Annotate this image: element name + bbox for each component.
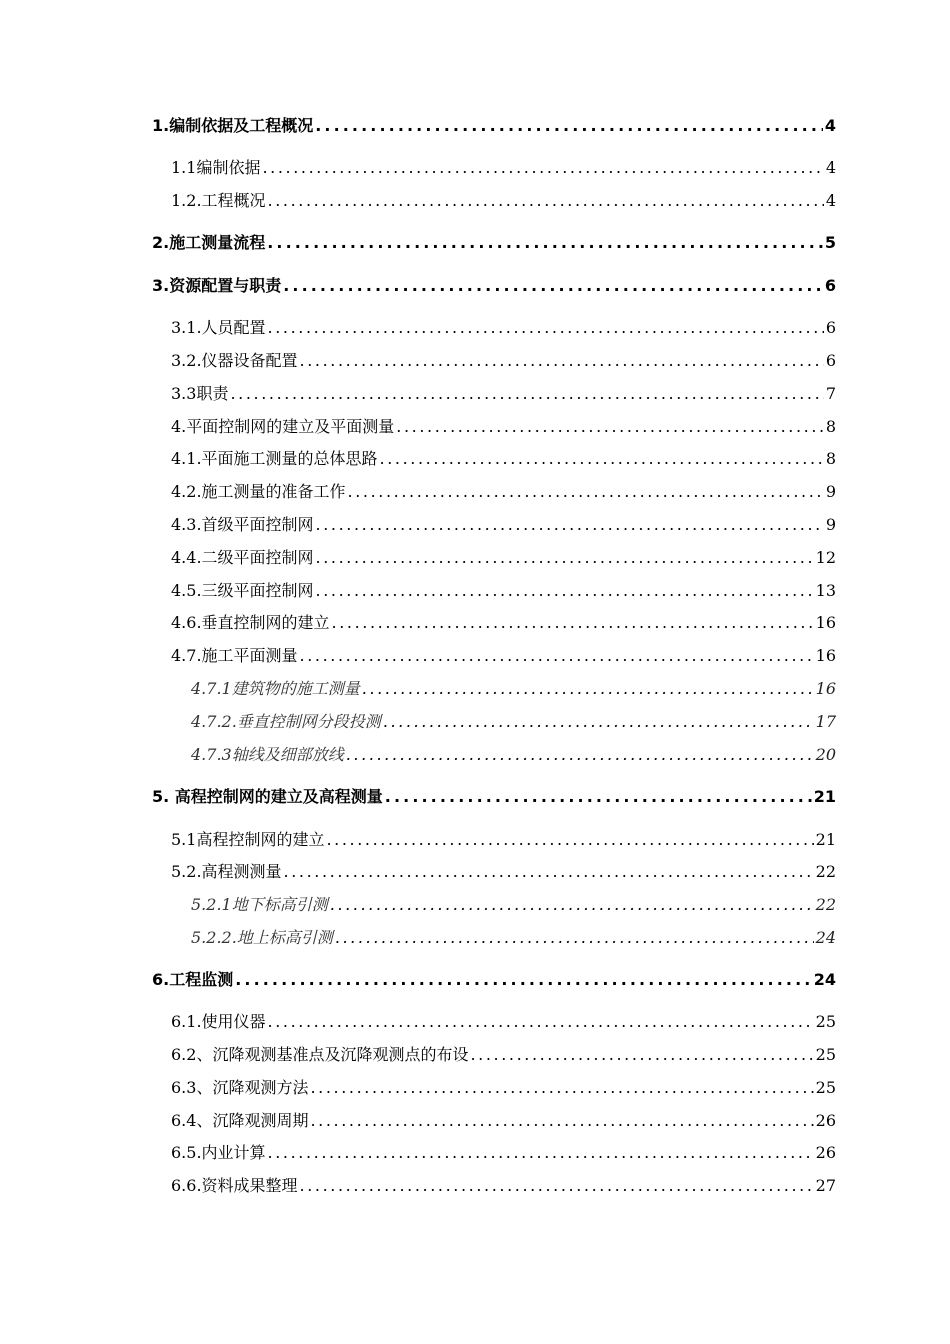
toc-leader-dots xyxy=(380,447,824,471)
toc-entry-label: 4.7.1建筑物的施工测量 xyxy=(191,679,360,698)
toc-entry[interactable] xyxy=(152,968,836,992)
toc-entry-label: 6.3、沉降观测方法 xyxy=(171,1078,309,1097)
toc-entry[interactable] xyxy=(171,1010,836,1034)
toc-entry-page: 6 xyxy=(825,351,836,370)
toc-entry[interactable] xyxy=(171,156,836,180)
toc-entry[interactable] xyxy=(152,274,836,298)
toc-entry[interactable] xyxy=(171,1076,836,1100)
toc-leader-dots xyxy=(326,828,813,852)
toc-entry-page: 22 xyxy=(815,862,836,881)
toc-leader-dots xyxy=(267,231,823,255)
toc-entry-label: 4.2.施工测量的准备工作 xyxy=(171,482,346,501)
toc-entry-label: 5.2.1地下标高引测 xyxy=(191,895,328,914)
toc-entry-page: 21 xyxy=(813,787,836,806)
toc-entry-label: 4.7.3轴线及细部放线 xyxy=(191,745,344,764)
toc-entry[interactable] xyxy=(171,1141,836,1165)
toc-entry-label: 4.4.二级平面控制网 xyxy=(171,548,314,567)
toc-entry-page: 26 xyxy=(815,1143,836,1162)
toc-entry[interactable] xyxy=(191,926,836,950)
toc-entry[interactable] xyxy=(171,382,836,406)
toc-entry-label: 3.1.人员配置 xyxy=(171,318,266,337)
toc-leader-dots xyxy=(316,513,824,537)
toc-entry-page: 17 xyxy=(815,712,836,731)
toc-entry-label: 6.4、沉降观测周期 xyxy=(171,1111,309,1130)
toc-entry-label: 4.6.垂直控制网的建立 xyxy=(171,613,330,632)
toc-entry-page: 9 xyxy=(825,515,836,534)
toc-entry[interactable] xyxy=(171,1174,836,1198)
toc-entry-label: 3.资源配置与职责 xyxy=(152,276,282,295)
toc-leader-dots xyxy=(268,189,824,213)
toc-entry[interactable] xyxy=(152,114,836,138)
toc-entry[interactable] xyxy=(171,1043,836,1067)
toc-entry[interactable] xyxy=(171,480,836,504)
toc-leader-dots xyxy=(346,743,814,767)
toc-entry[interactable] xyxy=(171,1109,836,1133)
toc-entry[interactable] xyxy=(171,316,836,340)
toc-leader-dots xyxy=(362,677,814,701)
toc-entry-label: 5. 高程控制网的建立及高程测量 xyxy=(152,787,383,806)
toc-entry-page: 21 xyxy=(815,830,836,849)
toc-entry-label: 4.3.首级平面控制网 xyxy=(171,515,314,534)
toc-entry-label: 4.7.施工平面测量 xyxy=(171,646,298,665)
toc-entry-page: 8 xyxy=(825,417,836,436)
toc-entry-label: 6.5.内业计算 xyxy=(171,1143,266,1162)
toc-entry-page: 7 xyxy=(825,384,836,403)
toc-entry-page: 6 xyxy=(825,318,836,337)
toc-entry-page: 24 xyxy=(815,928,836,947)
toc-entry-label: 4.7.2.垂直控制网分段投测 xyxy=(191,712,381,731)
toc-entry[interactable] xyxy=(171,513,836,537)
toc-leader-dots xyxy=(310,1109,813,1133)
toc-entry[interactable] xyxy=(171,546,836,570)
toc-entry-page: 4 xyxy=(825,158,836,177)
toc-leader-dots xyxy=(315,114,823,138)
toc-entry[interactable] xyxy=(171,611,836,635)
toc-leader-dots xyxy=(230,382,823,406)
toc-entry[interactable] xyxy=(171,447,836,471)
toc-entry-page: 25 xyxy=(815,1078,836,1097)
toc-entry[interactable] xyxy=(171,579,836,603)
toc-entry-label: 6.工程监测 xyxy=(152,970,234,989)
toc-leader-dots xyxy=(470,1043,813,1067)
toc-entry-page: 12 xyxy=(815,548,836,567)
toc-entry-page: 20 xyxy=(815,745,836,764)
toc-entry-page: 22 xyxy=(815,895,836,914)
toc-entry-page: 5 xyxy=(824,233,836,252)
toc-entry-page: 16 xyxy=(815,679,836,698)
toc-entry[interactable] xyxy=(171,349,836,373)
toc-leader-dots xyxy=(268,316,824,340)
toc-entry[interactable] xyxy=(171,644,836,668)
toc-leader-dots xyxy=(284,860,814,884)
toc-entry-label: 5.2.高程测测量 xyxy=(171,862,282,881)
toc-leader-dots xyxy=(383,710,814,734)
toc-entry-page: 4 xyxy=(825,191,836,210)
toc-entry-page: 6 xyxy=(824,276,836,295)
toc-entry[interactable] xyxy=(171,828,836,852)
toc-entry[interactable] xyxy=(152,785,836,809)
toc-entry-label: 6.1.使用仪器 xyxy=(171,1012,266,1031)
toc-leader-dots xyxy=(330,893,814,917)
toc-entry-label: 3.2.仪器设备配置 xyxy=(171,351,298,370)
toc-leader-dots xyxy=(300,349,824,373)
toc-leader-dots xyxy=(316,579,814,603)
toc-entry-page: 27 xyxy=(815,1176,836,1195)
toc-entry-page: 8 xyxy=(825,449,836,468)
toc-entry-page: 9 xyxy=(825,482,836,501)
toc-leader-dots xyxy=(300,1174,814,1198)
toc-entry-page: 26 xyxy=(815,1111,836,1130)
toc-entry-label: 4.1.平面施工测量的总体思路 xyxy=(171,449,378,468)
toc-leader-dots xyxy=(268,1010,814,1034)
toc-leader-dots xyxy=(268,1141,814,1165)
toc-entry[interactable] xyxy=(191,743,836,767)
toc-leader-dots xyxy=(335,926,814,950)
toc-entry-label: 1.2.工程概况 xyxy=(171,191,266,210)
toc-entry-label: 1.编制依据及工程概况 xyxy=(152,116,314,135)
toc-entry[interactable] xyxy=(171,860,836,884)
toc-entry[interactable] xyxy=(152,231,836,255)
toc-entry-label: 3.3职责 xyxy=(171,384,229,403)
toc-entry[interactable] xyxy=(191,710,836,734)
toc-entry-label: 6.2、沉降观测基准点及沉降观测点的布设 xyxy=(171,1045,469,1064)
toc-leader-dots xyxy=(283,274,823,298)
toc-entry[interactable] xyxy=(171,415,836,439)
toc-entry-label: 1.1编制依据 xyxy=(171,158,261,177)
toc-entry-page: 25 xyxy=(815,1045,836,1064)
toc-leader-dots xyxy=(300,644,814,668)
toc-entry-page: 24 xyxy=(813,970,836,989)
toc-entry[interactable] xyxy=(191,893,836,917)
toc-leader-dots xyxy=(385,785,812,809)
toc-leader-dots xyxy=(316,546,814,570)
toc-leader-dots xyxy=(262,156,823,180)
toc-entry-page: 4 xyxy=(824,116,836,135)
toc-leader-dots xyxy=(310,1076,813,1100)
toc-entry-page: 25 xyxy=(815,1012,836,1031)
toc-leader-dots xyxy=(396,415,824,439)
toc-entry-label: 2.施工测量流程 xyxy=(152,233,266,252)
toc-entry-label: 4.平面控制网的建立及平面测量 xyxy=(171,417,395,436)
toc-entry-label: 4.5.三级平面控制网 xyxy=(171,581,314,600)
toc-leader-dots xyxy=(348,480,824,504)
toc-entry-label: 5.2.2.地上标高引测 xyxy=(191,928,333,947)
toc-entry-page: 16 xyxy=(815,613,836,632)
toc-leader-dots xyxy=(235,968,812,992)
toc-leader-dots xyxy=(332,611,814,635)
toc-entry-label: 5.1高程控制网的建立 xyxy=(171,830,325,849)
toc-entry-label: 6.6.资料成果整理 xyxy=(171,1176,298,1195)
toc-entry[interactable] xyxy=(171,189,836,213)
toc-entry-page: 13 xyxy=(815,581,836,600)
toc-entry[interactable] xyxy=(191,677,836,701)
toc-entry-page: 16 xyxy=(815,646,836,665)
